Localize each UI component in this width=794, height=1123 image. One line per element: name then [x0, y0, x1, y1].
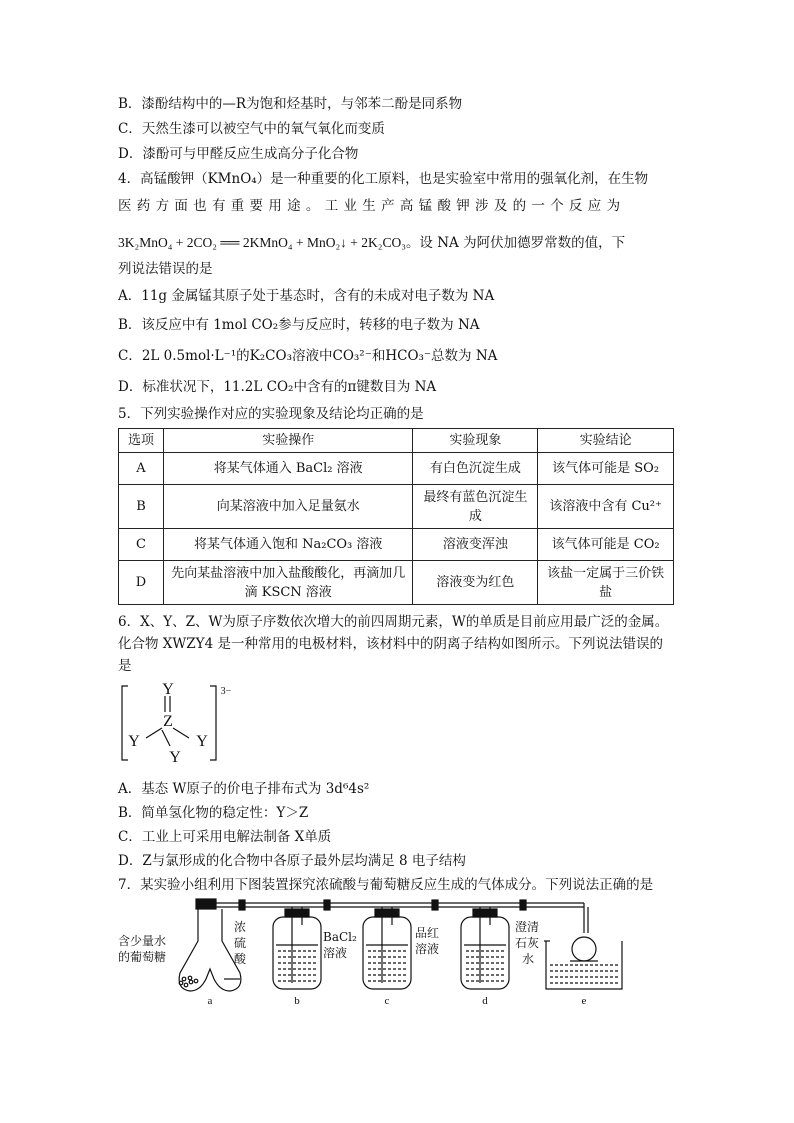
label-c-line2: 溶液 — [415, 942, 440, 956]
q6-option-b: B．简单氢化物的稳定性：Y＞Z — [118, 805, 309, 821]
label-acid-2: 硫 — [234, 936, 247, 950]
q6-option-c: C．工业上可采用电解法制备 X单质 — [118, 829, 332, 845]
table-row — [119, 529, 674, 561]
label-b-line1: BaCl₂ — [323, 930, 357, 944]
table-cell: 先向某盐溶液中加入盐酸酸化，再滴加几滴 KSCN 溶液 — [163, 561, 413, 605]
q3-option-b: B．漆酚结构中的—R为饱和烃基时，与邻苯二酚是同系物 — [118, 96, 463, 112]
table-header: 选项 — [119, 429, 164, 453]
structure-ligand-top: Y — [162, 681, 174, 698]
structure-ligand-right: Y — [196, 733, 208, 750]
q4-stem-line3-tail: 。设 NA 为阿伏加德罗常数的值，下 — [405, 235, 626, 251]
q4-stem-line2: 医 药 方 面 也 有 重 要 用 途 。 工 业 生 产 高 锰 酸 钾 涉 及 的 一 个 反 应 为 — [118, 198, 621, 214]
q3-option-d: D．漆酚可与甲醛反应生成高分子化合物 — [118, 146, 359, 162]
table-header: 实验现象 — [413, 429, 538, 453]
q6-stem-line2: 化合物 XWZY4 是一种常用的电极材料，该材料中的阴离子结构如图所示。下列说法错误的 — [118, 636, 663, 652]
table-cell: 该盐一定属于三价铁盐 — [538, 561, 674, 605]
label-d-line3: 水 — [522, 952, 535, 966]
label-acid-1: 浓 — [234, 920, 247, 934]
table-cell: 溶液变浑浊 — [413, 529, 538, 561]
table-cell: 溶液变为红色 — [413, 561, 538, 605]
q6-option-a: A．基态 W原子的价电子排布式为 3d⁶4s² — [118, 781, 370, 797]
experiment-apparatus-diagram — [118, 893, 674, 1005]
table-cell: 该气体可能是 SO₂ — [538, 453, 674, 485]
q4-option-b: B．该反应中有 1mol CO₂参与反应时，转移的电子数为 NA — [118, 317, 480, 333]
table-cell: B — [119, 485, 164, 529]
q7-stem: 7．某实验小组利用下图装置探究浓硫酸与葡萄糖反应生成的气体成分。下列说法正确的是 — [118, 877, 654, 893]
apparatus-letter-b: b — [294, 995, 300, 1005]
table-cell: 最终有蓝色沉淀生成 — [413, 485, 538, 529]
label-acid-3: 酸 — [234, 952, 247, 966]
apparatus-letter-c: c — [384, 995, 390, 1005]
apparatus-letter-d: d — [482, 995, 488, 1005]
label-b-line2: 溶液 — [323, 946, 348, 960]
table-row — [119, 561, 674, 605]
q6-stem-line3: 是 — [118, 658, 132, 674]
structure-charge: 3− — [220, 686, 232, 697]
q6-option-d: D．Z与氯形成的化合物中各原子最外层均满足 8 电子结构 — [118, 853, 466, 869]
q4-stem-line3 — [118, 233, 625, 253]
table-cell: C — [119, 529, 164, 561]
q5-table — [118, 428, 674, 605]
label-d-line2: 石灰 — [515, 936, 540, 950]
structure-ligand-bottom: Y — [169, 749, 181, 766]
table-cell: D — [119, 561, 164, 605]
q4-equation: 3K₂MnO₄ + 2CO₂ ══ 2KMnO₄ + MnO₂↓ + 2K₂CO₃ — [118, 235, 406, 250]
q3-option-c: C．天然生漆可以被空气中的氧气氧化而变质 — [118, 121, 385, 137]
table-cell: 将某气体通入饱和 Na₂CO₃ 溶液 — [163, 529, 413, 561]
label-glucose-line1: 含少量水 — [118, 934, 167, 948]
table-row — [119, 453, 674, 485]
q4-stem-line1: 4．高锰酸钾（KMnO₄）是一种重要的化工原料，也是实验室中常用的强氧化剂，在生物 — [118, 171, 649, 187]
label-glucose-line2: 的葡萄糖 — [118, 950, 167, 964]
table-cell: 向某溶液中加入足量氨水 — [163, 485, 413, 529]
table-header-row — [119, 429, 674, 453]
table-cell: 该气体可能是 CO₂ — [538, 529, 674, 561]
anion-structure-diagram — [118, 680, 238, 766]
q4-option-d: D．标准状况下，11.2L CO₂中含有的π键数目为 NA — [118, 379, 437, 395]
q4-stem-line4: 列说法错误的是 — [118, 261, 213, 277]
q4-option-c: C．2L 0.5mol·L⁻¹的K₂CO₃溶液中CO₃²⁻和HCO₃⁻总数为 NA — [118, 348, 498, 364]
structure-ligand-left: Y — [128, 733, 140, 750]
apparatus-letter-a: a — [207, 995, 213, 1005]
label-c-line1: 品红 — [415, 926, 440, 940]
q6-stem-line1: 6．X、Y、Z、W为原子序数依次增大的前四周期元素，W的单质是目前应用最广泛的金属。 — [118, 614, 669, 630]
table-cell: A — [119, 453, 164, 485]
q4-option-a: A．11g 金属锰其原子处于基态时，含有的未成对电子数为 NA — [118, 288, 495, 304]
table-header: 实验结论 — [538, 429, 674, 453]
q5-stem: 5．下列实验操作对应的实验现象及结论均正确的是 — [118, 406, 424, 422]
structure-center-atom: Z — [163, 713, 173, 730]
table-header: 实验操作 — [163, 429, 413, 453]
table-cell: 将某气体通入 BaCl₂ 溶液 — [163, 453, 413, 485]
apparatus-letter-e: e — [581, 995, 587, 1005]
table-cell: 有白色沉淀生成 — [413, 453, 538, 485]
label-d-line1: 澄清 — [515, 920, 540, 934]
table-cell: 该溶液中含有 Cu²⁺ — [538, 485, 674, 529]
table-row — [119, 485, 674, 529]
